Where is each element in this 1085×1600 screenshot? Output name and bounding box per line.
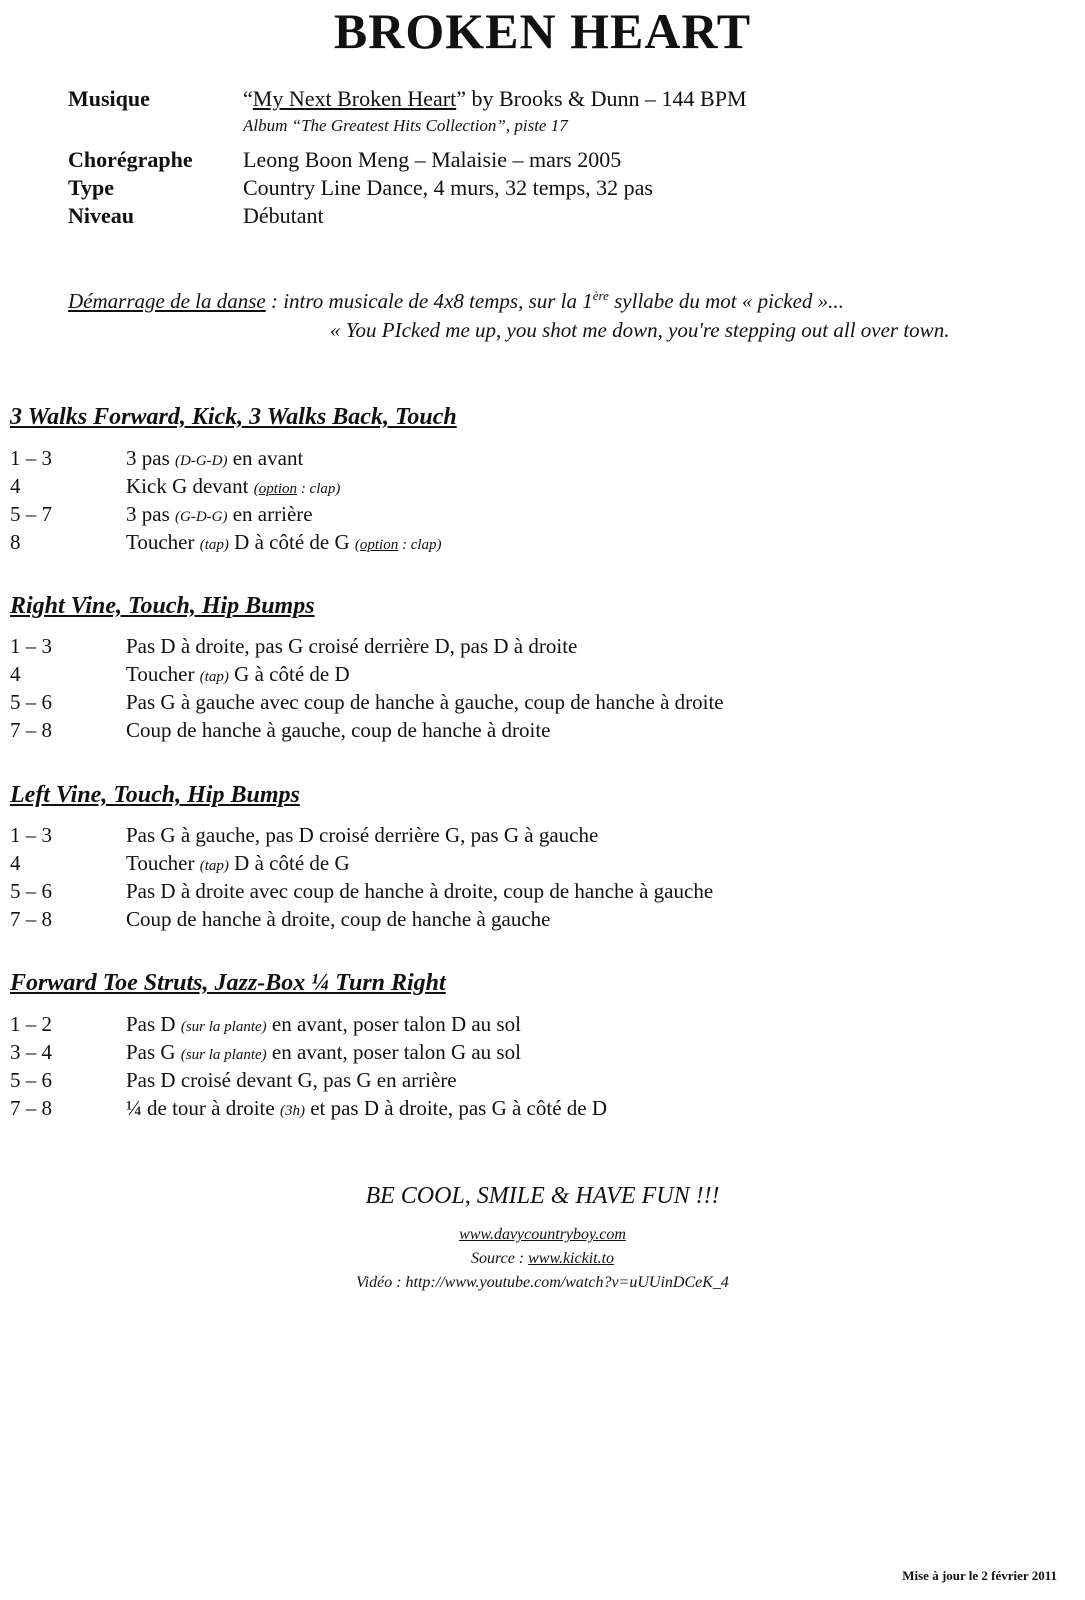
section-title: Left Vine, Touch, Hip Bumps xyxy=(10,782,300,808)
step-count: 4 xyxy=(10,662,21,686)
step-desc: Coup de hanche à gauche, coup de hanche à droite xyxy=(126,718,551,742)
source-link[interactable]: www.kickit.to xyxy=(528,1250,615,1267)
step-count: 7 – 8 xyxy=(10,718,52,742)
step-desc: Toucher (tap) D à côté de G (option : clap) xyxy=(126,530,442,554)
step-count: 1 – 3 xyxy=(10,634,52,658)
step-count: 7 – 8 xyxy=(10,1096,52,1120)
update-note: Mise à jour le 2 février 2011 xyxy=(902,1568,1057,1583)
step-count: 3 – 4 xyxy=(10,1040,52,1064)
step-desc: 3 pas (D-G-D) en avant xyxy=(126,446,304,470)
step-desc: Pas D (sur la plante) en avant, poser talon D au sol xyxy=(126,1012,521,1036)
source-row xyxy=(0,1250,1085,1268)
start-lyric: « You PIcked me up, you shot me down, you're stepping out all over town. xyxy=(330,318,950,342)
musique-label: Musique xyxy=(68,86,150,111)
page-title: BROKEN HEART xyxy=(333,3,752,59)
step-desc: Pas D croisé devant G, pas G en arrière xyxy=(126,1068,457,1092)
step-count: 5 – 6 xyxy=(10,1068,52,1092)
step-count: 4 xyxy=(10,474,21,498)
website-link-row xyxy=(0,1226,1085,1244)
type-value: Country Line Dance, 4 murs, 32 temps, 32 pas xyxy=(243,175,653,200)
start-text-end: syllabe du mot « picked »... xyxy=(608,289,844,313)
step-desc: Toucher (tap) D à côté de G xyxy=(126,851,350,875)
section-title: 3 Walks Forward, Kick, 3 Walks Back, Touch xyxy=(10,404,457,430)
step-desc: Pas D à droite avec coup de hanche à droite, coup de hanche à gauche xyxy=(126,879,714,903)
niveau-label: Niveau xyxy=(68,203,134,228)
step-desc: ¼ de tour à droite (3h) et pas D à droite, pas G à côté de D xyxy=(126,1096,608,1120)
niveau-value: Débutant xyxy=(243,203,324,228)
step-count: 1 – 2 xyxy=(10,1012,52,1036)
step-count: 1 – 3 xyxy=(10,823,52,847)
step-count: 5 – 7 xyxy=(10,502,52,526)
source-label: Source : xyxy=(470,1250,529,1267)
choregraphe-value: Leong Boon Meng – Malaisie – mars 2005 xyxy=(243,147,622,172)
musique-quote: “ xyxy=(243,86,253,111)
dance-start xyxy=(68,288,844,314)
step-desc: Pas D à droite, pas G croisé derrière D, pas D à droite xyxy=(126,634,578,658)
step-desc: Coup de hanche à droite, coup de hanche à gauche xyxy=(126,907,551,931)
type-label: Type xyxy=(68,175,115,200)
motto: BE COOL, SMILE & HAVE FUN !!! xyxy=(365,1183,720,1209)
start-sup: ère xyxy=(592,288,609,303)
musique-value xyxy=(243,86,747,112)
step-count: 5 – 6 xyxy=(10,690,52,714)
start-separator: : xyxy=(265,289,284,313)
step-desc: Pas G à gauche avec coup de hanche à gauche, coup de hanche à droite xyxy=(126,690,724,714)
step-count: 4 xyxy=(10,851,21,875)
start-label: Démarrage de la danse xyxy=(68,289,266,313)
step-desc: 3 pas (G-D-G) en arrière xyxy=(126,502,313,526)
step-count: 8 xyxy=(10,530,21,554)
album-info: Album “The Greatest Hits Collection”, piste 17 xyxy=(243,116,568,135)
step-count: 1 – 3 xyxy=(10,446,52,470)
step-desc: Toucher (tap) G à côté de D xyxy=(126,662,350,686)
start-text: intro musicale de 4x8 temps, sur la 1 xyxy=(283,289,593,313)
step-count: 5 – 6 xyxy=(10,879,52,903)
video-link: Vidéo : http://www.youtube.com/watch?v=uUUinDCeK_4 xyxy=(356,1274,729,1291)
step-desc: Pas G (sur la plante) en avant, poser talon G au sol xyxy=(126,1040,521,1064)
step-desc: Kick G devant (option : clap) xyxy=(126,474,341,498)
musique-artist: ” by Brooks & Dunn – 144 BPM xyxy=(456,86,747,111)
song-title: My Next Broken Heart xyxy=(252,86,457,111)
choregraphe-label: Chorégraphe xyxy=(68,147,193,172)
section-title: Forward Toe Struts, Jazz-Box ¼ Turn Right xyxy=(10,970,446,996)
step-count: 7 – 8 xyxy=(10,907,52,931)
step-desc: Pas G à gauche, pas D croisé derrière G, pas G à gauche xyxy=(126,823,599,847)
website-link[interactable]: www.davycountryboy.com xyxy=(459,1226,626,1243)
section-title: Right Vine, Touch, Hip Bumps xyxy=(10,593,315,619)
